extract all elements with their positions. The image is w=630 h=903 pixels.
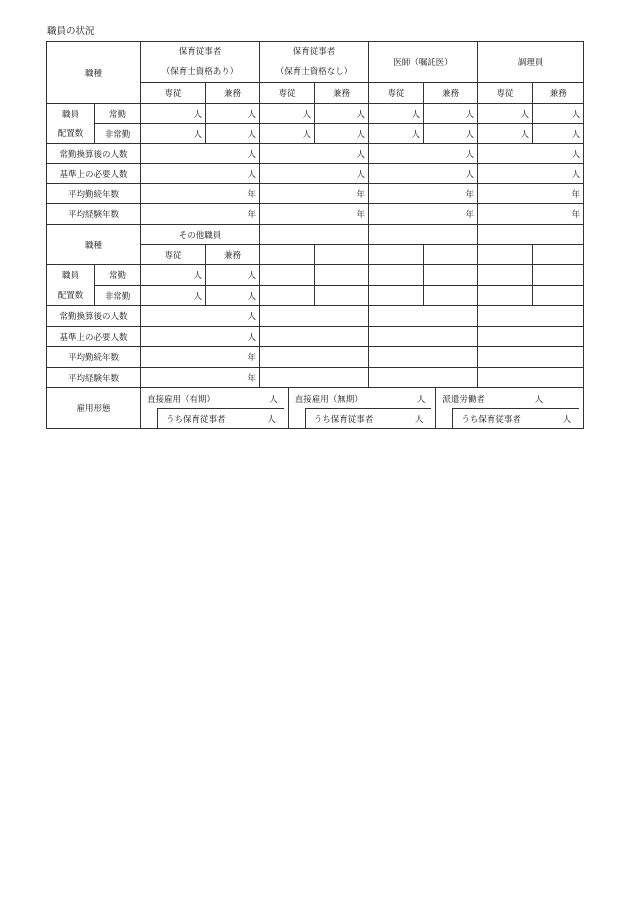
unit-person: 人 <box>141 265 206 286</box>
unit-person: 人 <box>562 414 572 425</box>
unit-year: 年 <box>141 184 260 204</box>
unit-person: 人 <box>206 124 260 144</box>
childcare-staff-label: うち保育従事者 <box>461 414 521 425</box>
unit-person: 人 <box>141 327 260 347</box>
blank-cell <box>424 286 478 306</box>
unit-year: 年 <box>141 368 260 388</box>
unit-person: 人 <box>260 164 369 184</box>
blank-cell <box>478 368 584 388</box>
blank-cell <box>478 347 584 368</box>
unit-person: 人 <box>534 395 544 405</box>
required-label: 基準上の必要人数 <box>47 327 141 347</box>
hoiku-qualified-line1: 保育従事者 <box>178 47 222 57</box>
blank-cell <box>315 265 369 286</box>
unit-person: 人 <box>478 144 584 164</box>
unit-person: 人 <box>141 286 206 306</box>
blank-cell <box>369 225 478 245</box>
unit-person: 人 <box>478 104 533 124</box>
unit-person: 人 <box>141 164 260 184</box>
hoiku-qualified-header <box>141 42 260 83</box>
regular-label: 常勤 <box>95 265 141 286</box>
indefinite-group <box>288 388 436 428</box>
fixed-term-group <box>141 388 288 428</box>
unit-person: 人 <box>141 124 206 144</box>
staff-count-label-2: 配置数 <box>47 124 95 144</box>
dedicated-label: 専従 <box>141 245 206 265</box>
dedicated-label: 専従 <box>369 83 424 104</box>
fte-label: 常勤換算後の人数 <box>47 306 141 327</box>
non-regular-label: 非常勤 <box>95 286 141 306</box>
avg-experience-label: 平均経験年数 <box>47 368 141 388</box>
staff-count-label-2: 配置数 <box>47 286 95 306</box>
blank-cell <box>369 368 478 388</box>
unit-year: 年 <box>141 347 260 368</box>
staff-count-label-1: 職員 <box>47 104 95 124</box>
blank-cell <box>260 327 369 347</box>
unit-person: 人 <box>478 164 584 184</box>
unit-person: 人 <box>369 124 424 144</box>
blank-cell <box>369 245 424 265</box>
blank-cell <box>369 306 478 327</box>
blank-cell <box>478 245 533 265</box>
unit-person: 人 <box>369 144 478 164</box>
unit-person: 人 <box>315 104 369 124</box>
blank-cell <box>478 225 584 245</box>
blank-cell <box>478 306 584 327</box>
concurrent-label: 兼務 <box>206 83 260 104</box>
dedicated-label: 専従 <box>260 83 315 104</box>
unit-person: 人 <box>141 306 260 327</box>
blank-cell <box>533 265 584 286</box>
blank-cell <box>260 306 369 327</box>
non-regular-label: 非常勤 <box>95 124 141 144</box>
indefinite-label: 直接雇用（無期） <box>294 395 363 405</box>
unit-person: 人 <box>533 104 584 124</box>
blank-cell <box>260 347 369 368</box>
dispatched-label: 派遣労働者 <box>442 395 485 405</box>
blank-cell <box>260 286 315 306</box>
unit-year: 年 <box>141 204 260 225</box>
other-staff-header: その他職員 <box>141 225 260 245</box>
concurrent-label: 兼務 <box>206 245 260 265</box>
employment-type-label: 雇用形態 <box>47 388 141 429</box>
job-type-header-2: 職種 <box>47 225 141 265</box>
unit-person: 人 <box>369 104 424 124</box>
unit-person: 人 <box>141 104 206 124</box>
blank-cell <box>478 327 584 347</box>
unit-year: 年 <box>478 204 584 225</box>
concurrent-label: 兼務 <box>315 83 369 104</box>
unit-year: 年 <box>260 184 369 204</box>
unit-person: 人 <box>260 144 369 164</box>
unit-person: 人 <box>206 286 260 306</box>
childcare-staff-label: うち保育従事者 <box>166 414 226 425</box>
indefinite-childcare-box <box>305 408 432 428</box>
fixed-term-childcare-box <box>157 408 284 428</box>
blank-cell <box>260 265 315 286</box>
doctor-header: 医師（嘱託医） <box>369 42 478 83</box>
unit-person: 人 <box>260 104 315 124</box>
blank-cell <box>369 327 478 347</box>
blank-cell <box>533 286 584 306</box>
unit-year: 年 <box>260 204 369 225</box>
page-title: 職員の状況 <box>47 26 95 37</box>
unit-person: 人 <box>424 124 478 144</box>
unit-year: 年 <box>478 184 584 204</box>
childcare-staff-label: うち保育従事者 <box>313 414 374 425</box>
concurrent-label: 兼務 <box>533 83 584 104</box>
blank-cell <box>369 286 424 306</box>
hoiku-unqualified-header <box>260 42 369 83</box>
unit-person: 人 <box>206 265 260 286</box>
avg-tenure-label: 平均勤続年数 <box>47 347 141 368</box>
blank-cell <box>260 368 369 388</box>
unit-person: 人 <box>315 124 369 144</box>
unit-year: 年 <box>369 204 478 225</box>
blank-cell <box>478 265 533 286</box>
hoiku-unqualified-line1: 保育従事者 <box>292 47 336 57</box>
dedicated-label: 専従 <box>141 83 206 104</box>
concurrent-label: 兼務 <box>424 83 478 104</box>
unit-person: 人 <box>260 124 315 144</box>
dispatched-childcare-box <box>452 408 579 428</box>
unit-person: 人 <box>141 144 260 164</box>
dedicated-label: 専従 <box>478 83 533 104</box>
unit-person: 人 <box>267 414 276 425</box>
dispatched-group <box>435 388 583 428</box>
fixed-term-label: 直接雇用（有期） <box>147 395 216 405</box>
hoiku-qualified-line2: （保育士資格あり） <box>161 67 239 77</box>
staff-status-table <box>46 41 584 429</box>
avg-tenure-label: 平均勤続年数 <box>47 184 141 204</box>
avg-experience-label: 平均経験年数 <box>47 204 141 225</box>
blank-cell <box>533 245 584 265</box>
unit-year: 年 <box>369 184 478 204</box>
blank-cell <box>315 245 369 265</box>
unit-person: 人 <box>424 104 478 124</box>
blank-cell <box>260 225 369 245</box>
unit-person: 人 <box>533 124 584 144</box>
employment-type-cell <box>141 388 584 429</box>
blank-cell <box>369 347 478 368</box>
unit-person: 人 <box>369 164 478 184</box>
blank-cell <box>424 245 478 265</box>
unit-person: 人 <box>416 395 426 405</box>
hoiku-unqualified-line2: （保育士資格なし） <box>275 67 353 77</box>
blank-cell <box>424 265 478 286</box>
unit-person: 人 <box>206 104 260 124</box>
blank-cell <box>369 265 424 286</box>
required-label: 基準上の必要人数 <box>47 164 141 184</box>
blank-cell <box>478 286 533 306</box>
unit-person: 人 <box>269 395 278 405</box>
fte-label: 常勤換算後の人数 <box>47 144 141 164</box>
blank-cell <box>260 245 315 265</box>
regular-label: 常勤 <box>95 104 141 124</box>
unit-person: 人 <box>414 414 424 425</box>
job-type-header: 職種 <box>47 42 141 104</box>
staff-count-label-1: 職員 <box>47 265 95 286</box>
blank-cell <box>315 286 369 306</box>
cook-header: 調理員 <box>478 42 584 83</box>
unit-person: 人 <box>478 124 533 144</box>
